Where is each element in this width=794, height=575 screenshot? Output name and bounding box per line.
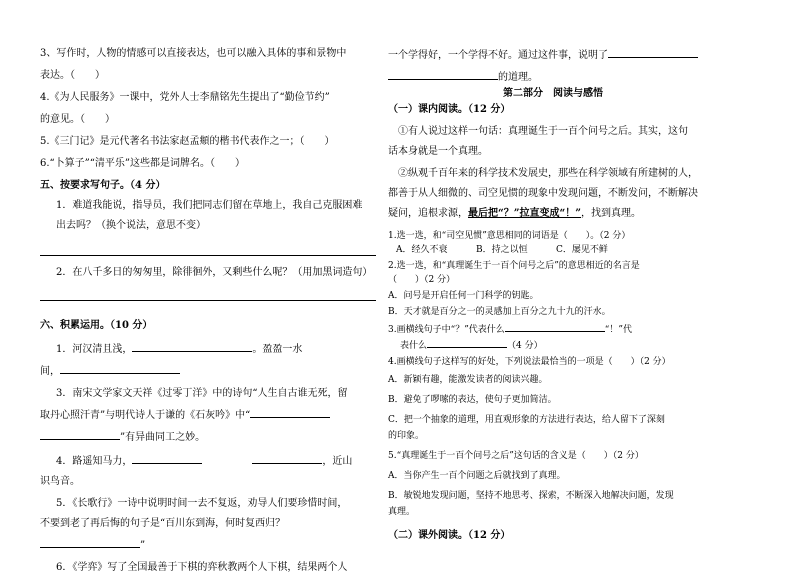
blank-q3-b[interactable] <box>427 337 507 348</box>
reading-q2-cont: （ ）（2 分） <box>388 275 456 285</box>
reading-q3 <box>388 321 718 337</box>
passage-para1: ①有人说过这样一句话：真理诞生于一百个问号之后。其实，这句 <box>398 126 688 137</box>
judge-q4-cont: 的意见。（ ） <box>40 114 115 125</box>
accum-q1-text2: 。盈盈一水 <box>252 344 303 355</box>
option-q2-b[interactable]: B．天才就是百分之一的灵感加上百分之九十九的汗水。 <box>388 307 611 317</box>
judge-q3-cont: 表达。（ ） <box>40 70 105 81</box>
option-q4-c-cont: 的印象。 <box>388 431 425 441</box>
accum-q5-cont2 <box>40 537 376 553</box>
option-q5-b-cont: 真理。 <box>388 507 416 517</box>
blank-q3b[interactable] <box>40 429 120 440</box>
accum-q1-cont <box>40 363 376 379</box>
blank-q1a[interactable] <box>132 341 252 352</box>
extracurricular-reading-heading: （二）课外阅读。（12 分） <box>388 530 511 541</box>
accum-q1 <box>40 341 376 357</box>
passage-text-end: ，找到真理。 <box>581 208 642 219</box>
option-q4-c[interactable]: C．把一个抽象的道理，用直观形象的方法进行表达，给人留下了深刻 <box>388 415 665 425</box>
judge-q6: 6.“卜算子”“清平乐”这些都是词牌名。（ ） <box>40 158 245 169</box>
inclass-reading-heading: （一）课内阅读。（12 分） <box>388 104 511 115</box>
part-two-heading: 第二部分 阅读与感悟 <box>503 88 603 99</box>
option-q4-a[interactable]: A．新颖有趣，能激发读者的阅读兴趣。 <box>388 375 548 385</box>
judge-q5: 5.《三门记》是元代著名书法家赵孟頫的楷书代表作之一；（ ） <box>40 136 335 147</box>
passage-para2: ②纵观千百年来的科学技术发展史，那些在科学领域有所建树的人， <box>398 168 698 179</box>
blank-q3[interactable] <box>250 407 330 418</box>
accum-q3-cont2 <box>40 429 376 445</box>
blank-r1b[interactable] <box>388 69 498 80</box>
answer-line-1[interactable] <box>40 243 376 256</box>
judge-q4: 4.《为人民服务》一课中，党外人士李鼎铭先生提出了“勤俭节约” <box>40 92 330 103</box>
reading-q3-text: 3.画横线句子中“？”代表什么 <box>388 325 505 335</box>
passage-para2-cont2 <box>388 207 718 221</box>
right-q6-text2: 的道理。 <box>498 72 538 83</box>
reading-q1: 1.选一选，和“司空见惯”意思相同的词语是（ ）。（2 分） <box>388 231 631 241</box>
option-q4-b[interactable]: B．避免了啰嗦的表达，使句子更加简洁。 <box>388 395 557 405</box>
accum-q1-text: 1．河汉清且浅， <box>56 344 133 355</box>
accum-q3: 3．南宋文学家文天祥《过零丁洋》中的诗句“人生自古谁无死，留 <box>56 388 348 399</box>
section-six-heading: 六、积累运用。（10 分） <box>40 320 153 331</box>
reading-q2: 2.选一选，和“真理诞生于一百个问号之后”的意思相近的名言是 <box>388 261 640 271</box>
accum-q4-text: 4．路遥知马力， <box>56 456 133 467</box>
left-column <box>40 42 376 575</box>
passage-para1-cont: 话本身就是一个真理。 <box>388 146 488 157</box>
accum-q4 <box>40 453 376 469</box>
accum-q3-cont <box>40 407 376 423</box>
accum-q3-text: 取丹心照汗青”与明代诗人于谦的《石灰吟》中“ <box>40 410 251 421</box>
accum-q4-text2: ，近山 <box>322 456 353 467</box>
blank-q4b[interactable] <box>252 453 322 464</box>
option-q1-a[interactable]: A．经久不衰 <box>396 245 448 255</box>
option-q5-a[interactable]: A．当你产生一百个问题之后就找到了真理。 <box>388 471 566 481</box>
right-q6-cont2 <box>388 69 718 85</box>
option-q2-a[interactable]: A．问号是开启任何一门科学的钥匙。 <box>388 291 539 301</box>
accum-q4-cont: 识鸟音。 <box>40 476 80 487</box>
reading-q3-text2: 表什么 <box>400 341 428 351</box>
option-q5-b[interactable]: B．敏锐地发现问题，坚持不地思考、探索，不断深入地解决问题，发现 <box>388 491 674 501</box>
option-q1-b[interactable]: B．持之以恒 <box>476 245 528 255</box>
right-q6-text: 一个学得好，一个学得不好。通过这件事，说明了 <box>388 50 608 61</box>
sentence-q1: 1．难道我能说，指导员，我们把同志们留在草地上，我自己克服困难 <box>56 200 363 211</box>
accum-q6: 6．《学弈》写了全国最善于下棋的弈秋教两个人下棋，结果两个人 <box>56 562 348 573</box>
blank-q1b[interactable] <box>60 363 180 374</box>
accum-q5-cont: 不要到老了再后悔的句子是“百川东到海，何时复西归？ <box>40 518 286 529</box>
accum-q5: 5．《长歌行》一诗中说明时间一去不复返，劝导人们要珍惜时间， <box>56 498 348 509</box>
reading-q4: 4.画横线句子这样写的好处，下列说法最恰当的一项是（ ）（2 分） <box>388 357 671 367</box>
reading-q1-options <box>388 243 718 257</box>
blank-r1[interactable] <box>608 47 698 58</box>
reading-q3-mid: “！”代 <box>604 325 632 335</box>
option-q1-c[interactable]: C．屡见不鲜 <box>556 245 608 255</box>
blank-q4a[interactable] <box>132 453 202 464</box>
reading-q5: 5.“真理诞生于一百个问号之后”这句话的含义是（ ）（2 分） <box>388 451 644 461</box>
answer-line-2[interactable] <box>40 288 376 301</box>
passage-text: 疑问，追根求源， <box>388 208 468 219</box>
accum-q1-text3: 间， <box>40 366 60 377</box>
reading-q3-cont <box>388 337 718 353</box>
right-q6-cont <box>388 47 718 63</box>
blank-q3-a[interactable] <box>505 321 605 332</box>
blank-q5[interactable] <box>40 537 140 548</box>
right-column <box>388 42 718 543</box>
passage-para2-cont: 都善于从人细微的、司空见惯的现象中发现问题，不断发问，不断解决 <box>388 188 698 199</box>
sentence-q2: 2．在八千多日的匆匆里，除徘徊外，又剩些什么呢？（用加黑词造句） <box>56 267 373 278</box>
underlined-sentence: 最后把“？”拉直变成“！” <box>468 208 582 219</box>
section-five-heading: 五、按要求写句子。（4 分） <box>40 180 166 191</box>
reading-q3-score: （4 分） <box>507 341 543 351</box>
sentence-q1-cont: 出去吗？（换个说法，意思不变） <box>56 220 206 231</box>
accum-q3-text2: ”有异曲同工之妙。 <box>120 432 206 443</box>
accum-q5-text: ” <box>140 540 146 551</box>
judge-q3: 3、写作时，人物的情感可以直接表达，也可以融入具体的事和景物中 <box>40 48 347 59</box>
